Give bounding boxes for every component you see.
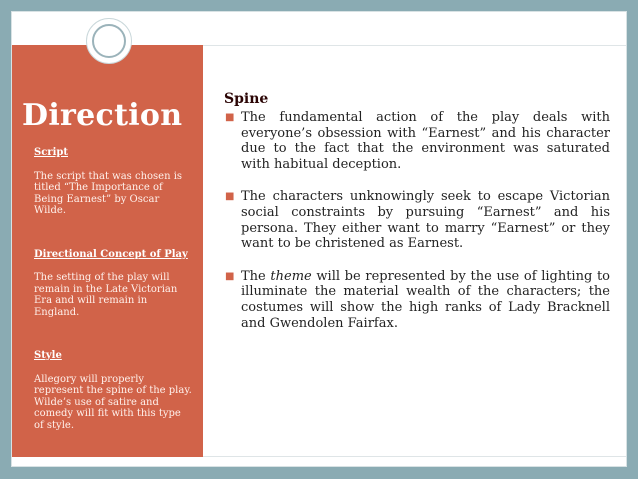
theme-italic-text: theme [270, 268, 312, 284]
left-accent-panel [12, 45, 203, 457]
theme-suffix-text: will be represented by the use of lighting to illuminate the material wealth of the characters; the costumes will show the high ranks of Lady Bracknell and Gwendolen Fairfax. [241, 268, 611, 331]
inner-ring-icon [92, 24, 126, 58]
style-heading: Style [34, 350, 62, 361]
spine-content [224, 91, 610, 348]
script-section [34, 147, 192, 217]
style-section [34, 350, 192, 431]
script-text: The script that was chosen is titled “The Importance of Being Earnest” by Oscar Wilde. [34, 170, 183, 216]
script-heading: Script [34, 147, 68, 158]
circle-ornament-icon [86, 18, 132, 64]
bullet-square-icon: ■ [225, 112, 235, 123]
spine-heading: Spine [224, 91, 269, 107]
directional-concept-heading: Directional Concept of Play [34, 248, 188, 260]
spine-bullet-1-text: The fundamental action of the play deals with everyone’s obsession with “Earnest” and his character due to the fact that the environment was saturated with habitual deception. [241, 110, 610, 172]
bullet-square-icon: ■ [225, 270, 235, 282]
bullet-square-icon: ■ [225, 191, 235, 203]
spine-bullet-2 [224, 189, 610, 251]
directional-concept-section [34, 249, 192, 319]
directional-concept-text: The setting of the play will remain in the Late Victorian Era and will remain in England. [34, 272, 178, 318]
slide-canvas [11, 11, 627, 467]
spine-bullet-1 [224, 110, 610, 172]
spine-bullet-3 [224, 269, 610, 331]
slide-title: Direction [22, 98, 183, 133]
style-text: Allegory will properly represent the spine of the play. Wilde’s use of satire and comedy will fit with this type of style. [34, 373, 192, 431]
spine-bullet-2-text: The characters unknowingly seek to escape Victorian social constraints by pursuing “Earnest” and his persona. They either want to marry “Earnest” or they want to be christened as Earnest. [241, 189, 610, 252]
spine-bullet-3-text [241, 269, 610, 331]
theme-prefix-text: The [241, 268, 271, 284]
left-panel-content [34, 147, 192, 463]
